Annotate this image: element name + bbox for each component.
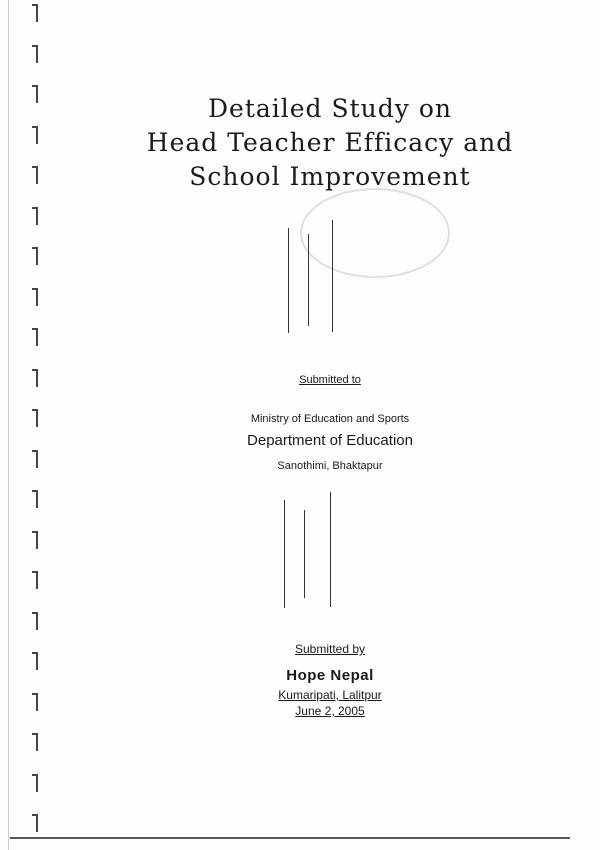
submitted-by-heading: Submitted by (294, 642, 366, 656)
divider-line (332, 220, 333, 332)
vertical-divider-top (282, 220, 342, 335)
binding-hole (32, 328, 38, 346)
divider-line (308, 234, 309, 326)
binding-hole (32, 612, 38, 630)
title-line-3: School Improvement (189, 162, 471, 191)
binding-hole (32, 490, 38, 508)
binding-hole (32, 733, 38, 751)
binding-hole (32, 652, 38, 670)
binding-hole (32, 166, 38, 184)
recipient-location: Sanothimi, Bhaktapur (277, 460, 383, 472)
binding-hole (32, 207, 38, 225)
document-title (60, 92, 600, 194)
binding-hole (32, 4, 38, 22)
binding-hole (32, 409, 38, 427)
title-line-1: Detailed Study on (207, 94, 453, 123)
vertical-divider-bottom (278, 492, 338, 612)
submitted-to-heading: Submitted to (299, 374, 361, 386)
binding-hole (32, 774, 38, 792)
binding-hole (32, 126, 38, 144)
binding-hole (32, 693, 38, 711)
binding-hole (32, 814, 38, 832)
divider-line (330, 492, 331, 607)
binding-hole (32, 247, 38, 265)
binding-edge-line (8, 0, 9, 850)
organization-address: Kumaripati, Lalitpur (278, 688, 382, 702)
divider-line (288, 228, 289, 333)
title-line-2: Head Teacher Efficacy and (146, 128, 514, 157)
binding-hole (32, 85, 38, 103)
binding-hole (32, 45, 38, 63)
department-name: Department of Education (247, 432, 413, 449)
divider-line (304, 510, 305, 598)
divider-line (284, 500, 285, 608)
page-bottom-edge (10, 837, 570, 839)
binding-hole (32, 571, 38, 589)
binding-hole (32, 369, 38, 387)
spiral-binding (0, 0, 40, 850)
binding-hole (32, 288, 38, 306)
submission-date: June 2, 2005 (295, 704, 365, 718)
binding-hole (32, 450, 38, 468)
organization-name: Hope Nepal (286, 667, 374, 684)
ministry-name: Ministry of Education and Sports (250, 413, 410, 425)
binding-hole (32, 531, 38, 549)
